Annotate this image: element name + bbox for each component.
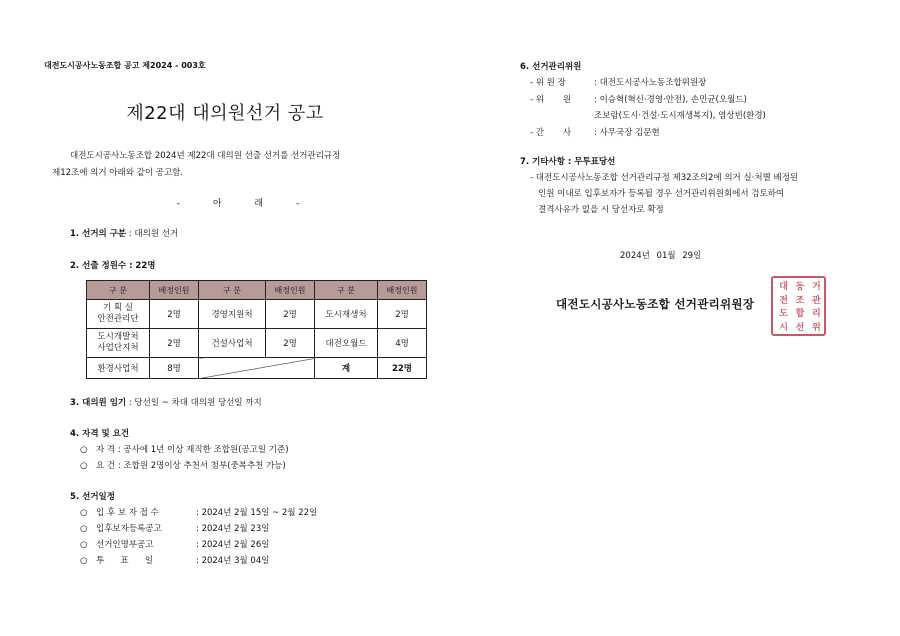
table-cell: 기 획 실 안전관리단 <box>87 300 150 329</box>
table-header-row <box>87 281 427 300</box>
item-value: : 조합원 2명이상 추천서 첨부(중복추천 가능) <box>117 461 286 471</box>
signer-name: 대전도시공사노동조합 선거관리위원장 <box>556 297 755 311</box>
item-value: : 2024년 2월 26일 <box>196 540 270 550</box>
table-cell: 8명 <box>150 358 199 379</box>
table-cell: 건설사업처 <box>199 329 266 358</box>
quota-table <box>86 280 427 379</box>
table-row <box>87 300 427 329</box>
section-3-value: : 당선일 ~ 차대 대의원 당선일 까지 <box>128 398 262 408</box>
table-cell: 환경사업처 <box>87 358 150 379</box>
table-header-cell: 배정인원 <box>150 281 199 300</box>
official-seal: 대 동 거 전 조 관 도 합 리 시 선 위 <box>771 276 826 336</box>
section-4-label: 4. 자격 및 요건 <box>70 429 130 439</box>
ah-rae-heading: - 아 래 - <box>176 199 300 209</box>
item-key: 투 표 일 <box>96 556 154 566</box>
list-item <box>80 459 286 471</box>
table-cell: 도시재생처 <box>315 300 378 329</box>
table-header-cell: 구 분 <box>315 281 378 300</box>
table-row <box>87 329 427 358</box>
table-cell: 2명 <box>150 329 199 358</box>
table-cell: 경영지원처 <box>199 300 266 329</box>
bullet: ○ <box>80 461 88 471</box>
table-header-cell: 배정인원 <box>378 281 427 300</box>
item-key: 입후보자등록공고 <box>96 524 162 534</box>
section-7-line-3: 결격사유가 없을 시 당선자로 확정 <box>538 205 664 215</box>
page-title: 제22대 대의원선거 공고 <box>126 103 324 124</box>
table-cell: 2명 <box>266 329 315 358</box>
table-cell: 대전오월드 <box>315 329 378 358</box>
section-3 <box>70 396 262 408</box>
chair-key: - 위 원 장 <box>530 78 566 88</box>
members-key: - 위 원 <box>530 95 572 105</box>
section-2 <box>70 259 155 271</box>
intro-line-1: 대전도시공사노동조합 2024년 제22대 대의원 선출 선거를 선거관리규정 <box>70 151 341 161</box>
members-line-1: : 이승혁(혁신·경영·안전), 손민균(오월드) <box>594 95 747 105</box>
item-key: 자 격 <box>96 445 116 455</box>
bullet: ○ <box>80 540 88 550</box>
table-cell: 2명 <box>150 300 199 329</box>
item-key: 입 후 보 자 접 수 <box>96 508 159 518</box>
section-7-line-2: 인원 이내로 입후보자가 등록될 경우 선거관리위원회에서 검토하여 <box>538 189 785 199</box>
table-cell: 2명 <box>266 300 315 329</box>
section-6-label: 6. 선거관리위원 <box>520 62 582 72</box>
bullet: ○ <box>80 508 88 518</box>
committee-members <box>530 93 747 105</box>
table-cell-total-label: 계 <box>315 358 378 379</box>
section-5 <box>70 490 115 502</box>
bullet: ○ <box>80 524 88 534</box>
section-1-label: 1. 선거의 구분 <box>70 229 127 239</box>
secretary-key: - 간 사 <box>530 128 572 138</box>
table-cell: 4명 <box>378 329 427 358</box>
bullet: ○ <box>80 556 88 566</box>
table-header-cell: 구 분 <box>199 281 266 300</box>
section-3-label: 3. 대의원 임기 <box>70 398 127 408</box>
table-cell-total-value: 22명 <box>378 358 427 379</box>
section-7-label: 7. 기타사항 : 무투표당선 <box>520 157 616 167</box>
bullet: ○ <box>80 445 88 455</box>
section-7-line-1: - 대전도시공사노동조합 선거관리규정 제32조의2에 의거 실·처별 배정된 <box>530 173 799 183</box>
item-value: : 공사에 1년 이상 재직한 조합원(공고일 기준) <box>117 445 289 455</box>
section-1 <box>70 227 178 239</box>
table-header-cell: 구 분 <box>87 281 150 300</box>
list-item <box>80 522 269 534</box>
section-7 <box>520 155 615 167</box>
item-value: : 2024년 2월 23일 <box>196 524 270 534</box>
intro-line-2: 제12조에 의거 아래와 같이 공고함. <box>52 168 184 178</box>
table-header-cell: 배정인원 <box>266 281 315 300</box>
chair-value: : 대전도시공사노동조합위원장 <box>594 78 707 88</box>
section-1-value: : 대의원 선거 <box>128 229 179 239</box>
section-2-label: 2. 선출 정원수 : 22명 <box>70 261 156 271</box>
table-cell: 2명 <box>378 300 427 329</box>
committee-secretary <box>530 126 660 138</box>
members-line-2: 조보람(도시·건설·도시재생복지), 염상빈(환경) <box>594 111 766 121</box>
item-key: 선거인명부공고 <box>96 540 154 550</box>
list-item <box>80 538 269 550</box>
list-item <box>80 554 269 566</box>
table-cell: 도시개발처 사업단지처 <box>87 329 150 358</box>
document-number: 대전도시공사노동조합 공고 제2024 - 003호 <box>44 61 206 70</box>
section-6 <box>520 60 581 72</box>
committee-members-line2 <box>594 109 766 121</box>
intro-paragraph <box>52 148 422 182</box>
list-item <box>80 506 317 518</box>
item-value: : 2024년 2월 15일 ~ 2월 22일 <box>196 508 318 518</box>
committee-chair <box>530 76 706 88</box>
item-value: : 2024년 3월 04일 <box>196 556 270 566</box>
secretary-value: : 사무국장 김문현 <box>594 128 660 138</box>
section-4 <box>70 427 129 439</box>
table-row <box>87 358 427 379</box>
list-item <box>80 443 289 455</box>
section-5-label: 5. 선거일정 <box>70 492 115 502</box>
announcement-date: 2024년 01월 29일 <box>620 251 702 261</box>
table-cell-empty-diagonal <box>199 358 315 379</box>
item-key: 요 건 <box>96 461 116 471</box>
